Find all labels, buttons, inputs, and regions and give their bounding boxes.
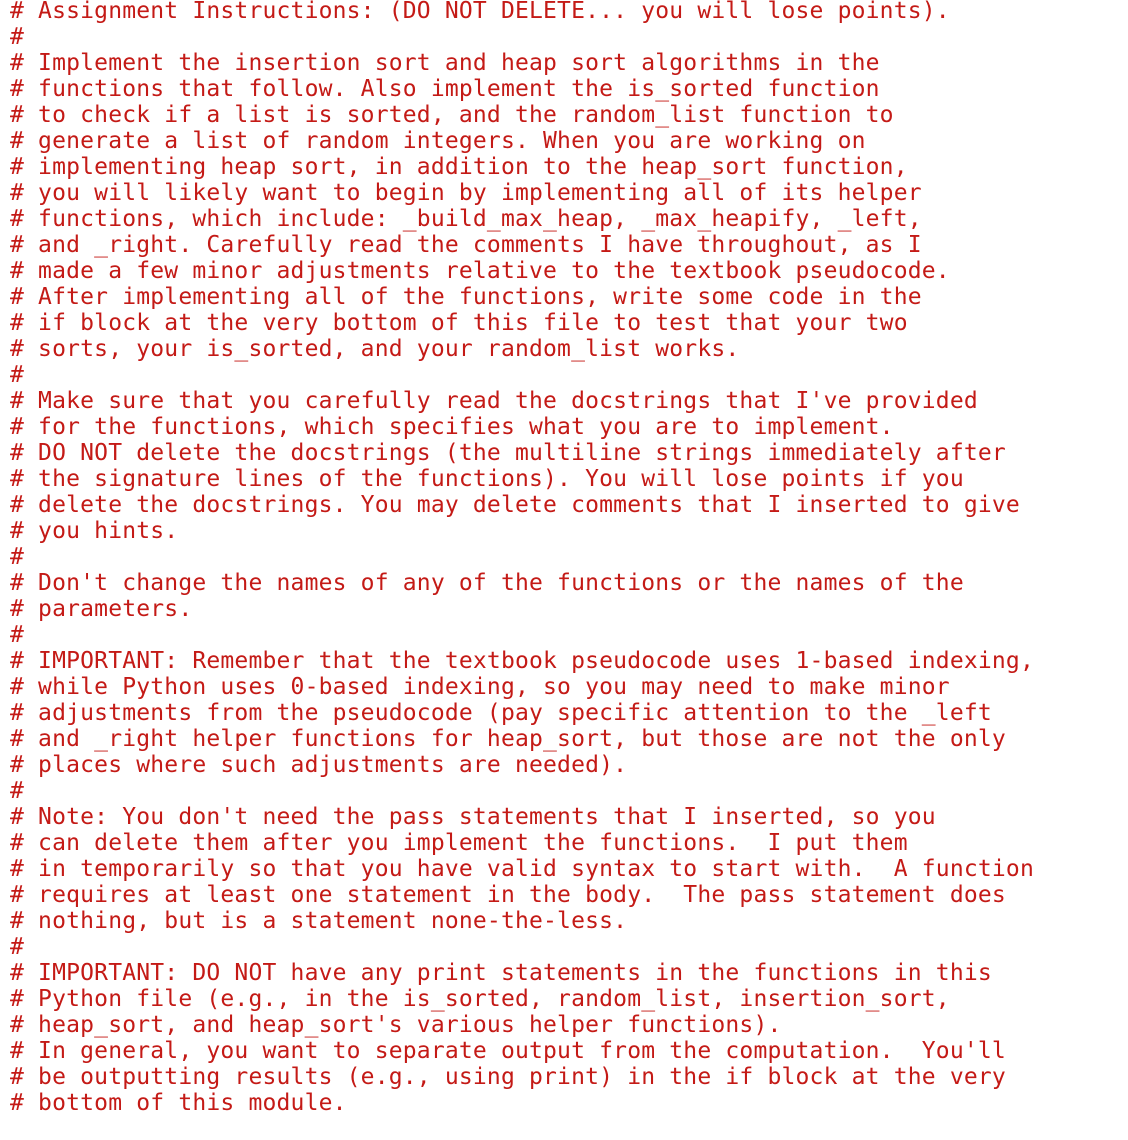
comment-line[interactable]: # delete the docstrings. You may delete comments that I inserted to give bbox=[10, 492, 1020, 518]
comment-line[interactable]: # nothing, but is a statement none-the-less. bbox=[10, 908, 628, 934]
comment-line[interactable]: # be outputting results (e.g., using print) in the if block at the very bbox=[10, 1064, 1006, 1090]
blank-comment-line[interactable]: # bbox=[10, 622, 25, 648]
comment-line[interactable]: # Python file (e.g., in the is_sorted, random_list, insertion_sort, bbox=[10, 986, 950, 1012]
comment-line[interactable]: # in temporarily so that you have valid syntax to start with. A function bbox=[10, 856, 1034, 882]
comment-line[interactable]: # Implement the insertion sort and heap sort algorithms in the bbox=[10, 50, 880, 76]
comment-line[interactable]: # After implementing all of the functions, write some code in the bbox=[10, 284, 922, 310]
comment-line[interactable]: # the signature lines of the functions). You will lose points if you bbox=[10, 466, 964, 492]
comment-line[interactable]: # for the functions, which specifies what you are to implement. bbox=[10, 414, 894, 440]
comment-line[interactable]: # parameters. bbox=[10, 596, 193, 622]
comment-line[interactable]: # places where such adjustments are needed). bbox=[10, 752, 628, 778]
code-editor[interactable] bbox=[10, 0, 1128, 1140]
comment-line[interactable]: # and _right helper functions for heap_sort, but those are not the only bbox=[10, 726, 1006, 752]
comment-line[interactable]: # and _right. Carefully read the comments I have throughout, as I bbox=[10, 232, 922, 258]
comment-line[interactable]: # sorts, your is_sorted, and your random_list works. bbox=[10, 336, 740, 362]
comment-line[interactable]: # In general, you want to separate output from the computation. You'll bbox=[10, 1038, 1006, 1064]
comment-line[interactable]: # if block at the very bottom of this file to test that your two bbox=[10, 310, 908, 336]
comment-line[interactable]: # adjustments from the pseudocode (pay specific attention to the _left bbox=[10, 700, 992, 726]
blank-comment-line[interactable]: # bbox=[10, 362, 25, 388]
comment-line[interactable]: # requires at least one statement in the body. The pass statement does bbox=[10, 882, 1006, 908]
comment-line[interactable]: # heap_sort, and heap_sort's various helper functions). bbox=[10, 1012, 782, 1038]
comment-line[interactable]: # functions, which include: _build_max_heap, _max_heapify, _left, bbox=[10, 206, 922, 232]
comment-line[interactable]: # generate a list of random integers. When you are working on bbox=[10, 128, 866, 154]
comment-line[interactable]: # to check if a list is sorted, and the random_list function to bbox=[10, 102, 894, 128]
comment-line[interactable]: # IMPORTANT: Remember that the textbook pseudocode uses 1-based indexing, bbox=[10, 648, 1034, 674]
blank-comment-line[interactable]: # bbox=[10, 544, 25, 570]
comment-line[interactable]: # you hints. bbox=[10, 518, 179, 544]
comment-line[interactable]: # can delete them after you implement the functions. I put them bbox=[10, 830, 908, 856]
blank-comment-line[interactable]: # bbox=[10, 24, 25, 50]
blank-comment-line[interactable]: # bbox=[10, 934, 25, 960]
comment-line[interactable]: # while Python uses 0-based indexing, so you may need to make minor bbox=[10, 674, 950, 700]
comment-line[interactable]: # IMPORTANT: DO NOT have any print statements in the functions in this bbox=[10, 960, 992, 986]
comment-line[interactable]: # implementing heap sort, in addition to the heap_sort function, bbox=[10, 154, 908, 180]
comment-line[interactable]: # you will likely want to begin by implementing all of its helper bbox=[10, 180, 922, 206]
comment-line[interactable]: # made a few minor adjustments relative to the textbook pseudocode. bbox=[10, 258, 950, 284]
comment-line[interactable]: # functions that follow. Also implement the is_sorted function bbox=[10, 76, 880, 102]
comment-line[interactable]: # bottom of this module. bbox=[10, 1090, 347, 1116]
comment-line[interactable]: # Note: You don't need the pass statements that I inserted, so you bbox=[10, 804, 936, 830]
comment-line[interactable]: # DO NOT delete the docstrings (the multiline strings immediately after bbox=[10, 440, 1006, 466]
blank-comment-line[interactable]: # bbox=[10, 778, 25, 804]
comment-line[interactable]: # Assignment Instructions: (DO NOT DELETE... you will lose points). bbox=[10, 0, 950, 24]
comment-line[interactable]: # Make sure that you carefully read the docstrings that I've provided bbox=[10, 388, 978, 414]
comment-line[interactable]: # Don't change the names of any of the functions or the names of the bbox=[10, 570, 964, 596]
